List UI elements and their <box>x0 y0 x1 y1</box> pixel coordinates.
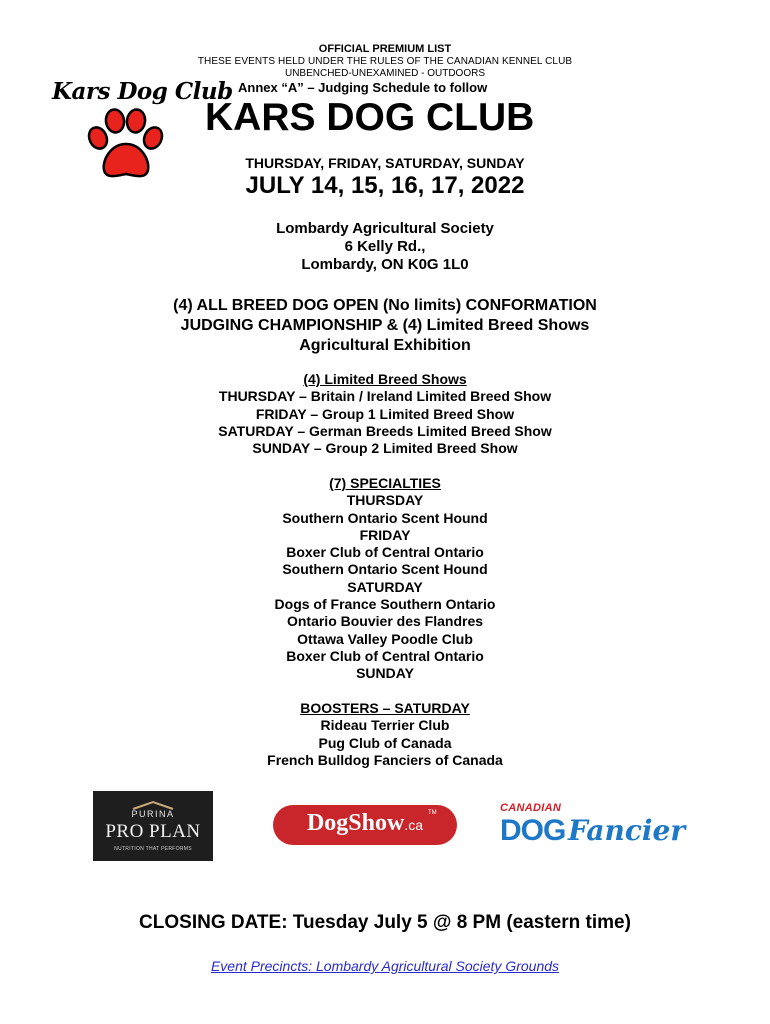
purina-pro-plan-logo <box>93 791 213 861</box>
list-item: French Bulldog Fanciers of Canada <box>267 751 503 768</box>
kars-dog-club-logo <box>42 76 232 186</box>
list-item: FRIDAY – Group 1 Limited Breed Show <box>255 405 515 422</box>
conformation-description <box>0 296 770 356</box>
dogshow-suffix: .ca <box>404 817 424 833</box>
venue-line: 6 Kelly Rd., <box>344 238 426 255</box>
list-item: Dogs of France Southern Ontario <box>274 596 496 613</box>
list-item: Boxer Club of Central Ontario <box>286 544 484 561</box>
boosters-section <box>0 700 770 769</box>
list-item: SUNDAY – Group 2 Limited Breed Show <box>252 440 518 457</box>
paw-print-icon <box>86 108 166 184</box>
unbenched-line: UNBENCHED-UNEXAMINED - OUTDOORS <box>284 68 485 79</box>
purina-tagline: NUTRITION THAT PERFORMS <box>114 846 192 852</box>
list-item: SATURDAY <box>347 578 423 595</box>
dogshow-wordmark: DogShow <box>306 810 405 836</box>
venue-line: Lombardy, ON K0G 1L0 <box>301 256 469 273</box>
list-item: SATURDAY – German Breeds Limited Breed Show <box>218 422 552 439</box>
fancier-script: Fancier <box>568 814 686 847</box>
venue-line: Lombardy Agricultural Society <box>276 220 494 237</box>
fancier-canadian: CANADIAN <box>500 802 562 814</box>
conformation-line: JUDGING CHAMPIONSHIP & (4) Limited Breed Shows <box>180 317 590 334</box>
list-item: Boxer Club of Central Ontario <box>286 647 484 664</box>
conformation-line: (4) ALL BREED DOG OPEN (No limits) CONFORMATION <box>173 297 597 314</box>
dogshow-ca-logo <box>272 804 458 846</box>
logo-wordmark: Kars Dog Club <box>52 78 233 105</box>
closing-date: CLOSING DATE: Tuesday July 5 @ 8 PM (eastern time) <box>139 912 631 933</box>
list-item: Ottawa Valley Poodle Club <box>297 630 473 647</box>
list-item: Southern Ontario Scent Hound <box>282 561 488 578</box>
venue-address <box>0 220 770 274</box>
specialties-section <box>0 475 770 683</box>
event-precincts-link[interactable]: Event Precincts: Lombardy Agricultural Society Grounds <box>210 958 560 974</box>
boosters-heading: BOOSTERS – SATURDAY <box>300 700 470 716</box>
pro-plan-wordmark: PRO PLAN <box>105 821 201 842</box>
list-item: THURSDAY <box>346 492 424 509</box>
show-dates: JULY 14, 15, 16, 17, 2022 <box>245 172 525 199</box>
annex-note: Annex “A” – Judging Schedule to follow <box>238 80 488 95</box>
specialties-heading: (7) SPECIALTIES <box>329 475 441 491</box>
club-title: KARS DOG CLUB <box>205 96 535 139</box>
list-item: Southern Ontario Scent Hound <box>282 509 488 526</box>
limited-shows-heading: (4) Limited Breed Shows <box>303 371 467 387</box>
list-item: Rideau Terrier Club <box>320 717 450 734</box>
canadian-dog-fancier-logo <box>498 800 698 856</box>
list-item: Pug Club of Canada <box>318 734 452 751</box>
show-days: THURSDAY, FRIDAY, SATURDAY, SUNDAY <box>245 155 525 171</box>
purina-brand: PURINA <box>131 809 175 819</box>
list-item: THURSDAY – Britain / Ireland Limited Breed Show <box>218 388 552 405</box>
list-item: SUNDAY <box>356 665 414 682</box>
list-item: FRIDAY <box>359 526 411 543</box>
trademark-mark: TM <box>428 810 437 816</box>
conformation-line: Agricultural Exhibition <box>299 337 471 354</box>
ckc-rules-line: THESE EVENTS HELD UNDER THE RULES OF THE CANADIAN KENNEL CLUB <box>197 56 573 67</box>
list-item: Ontario Bouvier des Flandres <box>286 613 484 630</box>
limited-shows-section <box>0 371 770 457</box>
official-premium-list-heading: OFFICIAL PREMIUM LIST <box>318 43 452 55</box>
fancier-dog: DOG <box>500 814 566 847</box>
